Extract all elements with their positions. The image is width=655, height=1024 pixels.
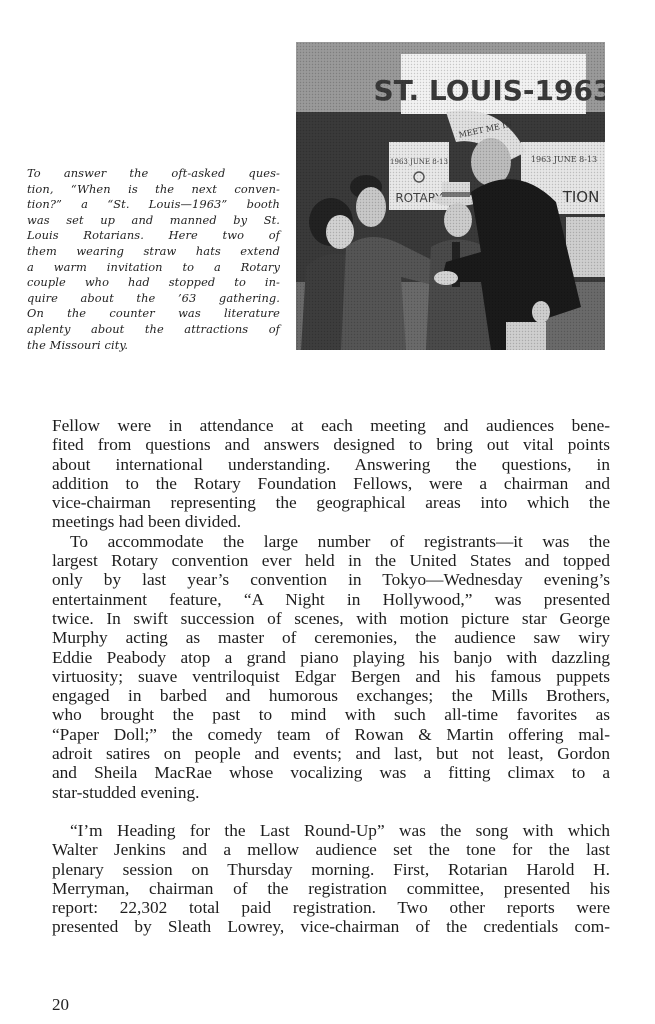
- text-line: report: 22,302 total paid registration. Two other reports were: [52, 898, 610, 918]
- caption-line: the Missouri city.: [27, 337, 129, 352]
- caption-line: tion?” a “St. Louis—1963” booth: [27, 197, 280, 212]
- text-line: Eddie Peabody atop a grand piano playing his banjo with dazzling: [52, 647, 610, 667]
- text-line: “Paper Doll;” the comedy team of Rowan & Martin offering mal-: [52, 724, 610, 744]
- paragraph-gap: [52, 802, 610, 821]
- text-line: addition to the Rotary Foundation Fellows, were a chairman and: [52, 473, 610, 493]
- paragraph-3: [52, 821, 610, 937]
- text-line: engaged in barbed and humorous exchanges; the Mills Brothers,: [52, 686, 610, 706]
- page-number: 20: [52, 995, 69, 1014]
- text-line: Fellow were in attendance at each meeting and audiences bene-: [52, 416, 610, 435]
- text-line: meetings had been divided.: [52, 512, 242, 532]
- text-line: twice. In swift succession of scenes, with motion picture star George: [52, 608, 610, 628]
- text-line: entertainment feature, “A Night in Hollywood,” was presented: [52, 589, 610, 609]
- text-line: star-studded evening.: [52, 782, 200, 802]
- text-line: To accommodate the large number of registrants—it was the: [70, 531, 610, 551]
- text-line: about international understanding. Answering the questions, in: [52, 454, 610, 474]
- paragraph-2: [52, 532, 610, 802]
- text-line: adroit satires on people and events; and last, but not least, Gordon: [52, 744, 610, 764]
- photo-caption: [27, 166, 280, 353]
- text-line: largest Rotary convention ever held in the United States and topped: [52, 551, 610, 571]
- caption-line: tion, “When is the next conven-: [27, 181, 280, 196]
- text-line: Murphy acting as master of ceremonies, the audience saw wiry: [52, 628, 610, 648]
- caption-line: To answer the oft-asked ques-: [27, 166, 280, 180]
- text-line: presented by Sleath Lowrey, vice-chairman of the credentials com-: [52, 917, 610, 937]
- paragraph-1: [52, 416, 610, 532]
- caption-line: couple who had stopped to in-: [27, 275, 280, 290]
- text-line: who brought the past to mind with such all-time favorites as: [52, 705, 610, 725]
- caption-line: On the counter was literature: [27, 306, 280, 321]
- text-line: “I’m Heading for the Last Round-Up” was the song with which: [70, 820, 610, 840]
- text-line: and Sheila MacRae whose vocalizing was a fitting climax to a: [52, 763, 610, 783]
- text-line: only by last year’s convention in Tokyo—Wednesday evening’s: [52, 570, 610, 590]
- text-line: plenary session on Thursday morning. First, Rotarian Harold H.: [52, 859, 610, 879]
- caption-line: aplenty about the attractions of: [27, 321, 280, 336]
- text-line: virtuosity; suave ventriloquist Edgar Bergen and his famous puppets: [52, 666, 610, 686]
- text-line: Walter Jenkins and a mellow audience set the tone for the last: [52, 840, 610, 860]
- convention-booth-photo: [296, 42, 605, 350]
- text-line: Merryman, chairman of the registration committee, presented his: [52, 878, 610, 898]
- caption-line: a warm invitation to a Rotary: [27, 259, 280, 274]
- caption-line: was set up and manned by St.: [27, 212, 280, 227]
- photo-illustration: [296, 42, 605, 350]
- caption-line: them wearing straw hats extend: [27, 243, 280, 258]
- caption-line: quire about the ’63 gathering.: [27, 290, 280, 305]
- text-line: vice-chairman representing the geographical areas into which the: [52, 493, 610, 513]
- text-line: fited from questions and answers designed to bring out vital points: [52, 435, 610, 455]
- article-body: [52, 416, 610, 937]
- caption-line: Louis Rotarians. Here two of: [27, 228, 280, 243]
